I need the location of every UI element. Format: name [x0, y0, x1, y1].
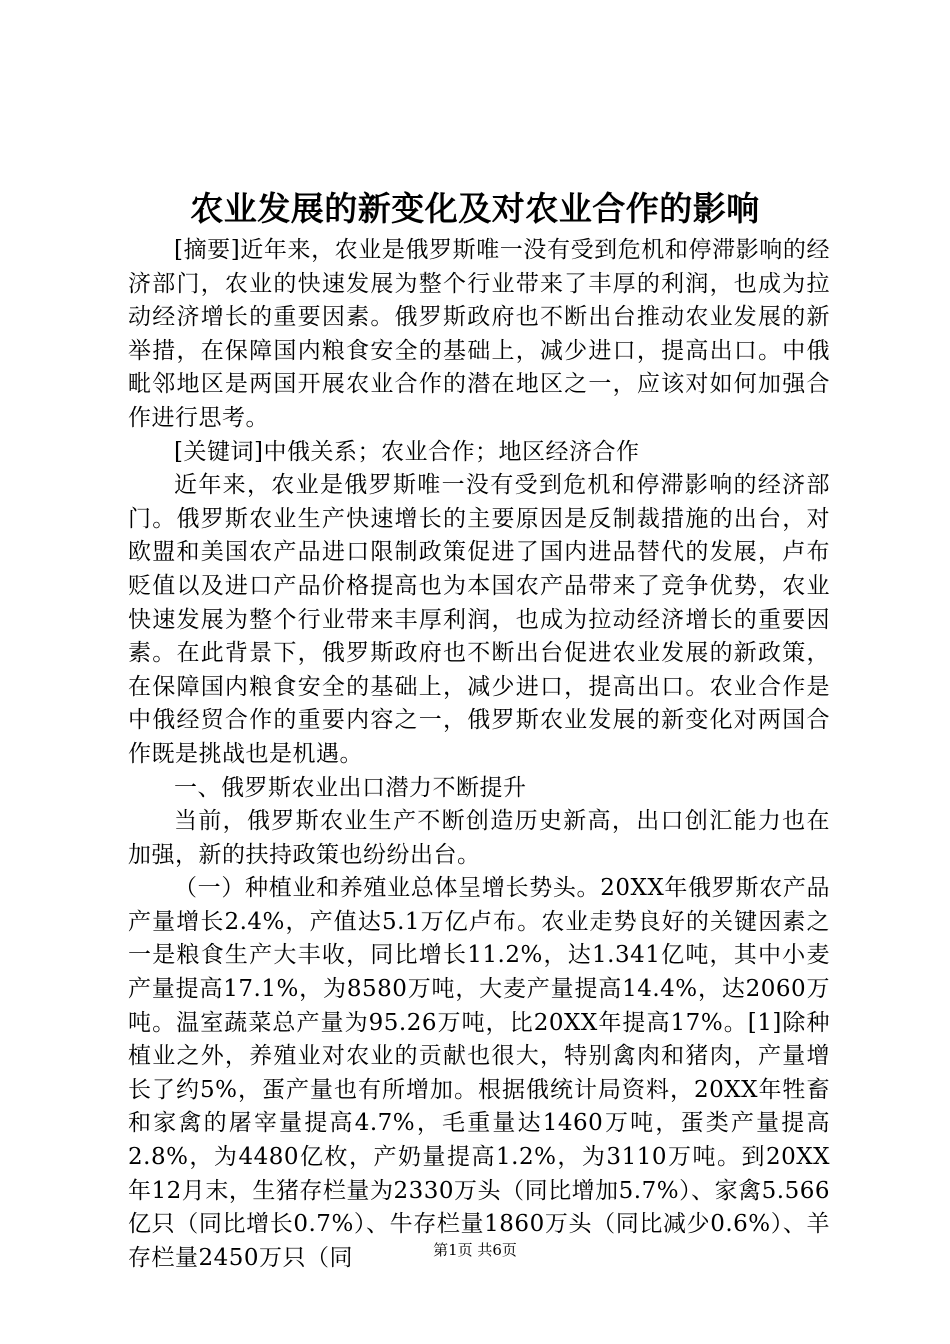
page-footer: 第1页 共6页 [433, 1241, 517, 1259]
document-title: 农业发展的新变化及对农业合作的影响 [190, 189, 760, 228]
body-paragraph: 近年来，农业是俄罗斯唯一没有受到危机和停滞影响的经济部门。俄罗斯农业生产快速增长的主要原因是反制裁措施的出台，对欧盟和美国农产品进口限制政策促进了国内进品替代的发展，卢布贬值以及进口产品价格提高也为本国农产品带来了竞争优势，农业快速发展为整个行业带来丰厚利润，也成为拉动经济增长的重要因素。在此背景下，俄罗斯政府也不断出台促进农业发展的新政策，在保障国内粮食安全的基础上，减少进口，提高出口。农业合作是中俄经贸合作的重要内容之一，俄罗斯农业发展的新变化对两国合作既是挑战也是机遇。 [128, 472, 830, 767]
keywords-paragraph: [关键词]中俄关系；农业合作；地区经济合作 [174, 438, 640, 465]
abstract-paragraph: [摘要]近年来，农业是俄罗斯唯一没有受到危机和停滞影响的经济部门，农业的快速发展为整个行业带来了丰厚的利润，也成为拉动经济增长的重要因素。俄罗斯政府也不断出台推动农业发展的新举措，在保障国内粮食安全的基础上，减少进口，提高出口。中俄毗邻地区是两国开展农业合作的潜在地区之一，应该对如何加强合作进行思考。 [128, 237, 830, 431]
body-paragraph: 当前，俄罗斯农业生产不断创造历史新高，出口创汇能力也在加强，新的扶持政策也纷纷出台。 [128, 808, 830, 868]
document-body [128, 234, 830, 1275]
section-heading: 一、俄罗斯农业出口潜力不断提升 [174, 774, 527, 801]
body-paragraph: （一）种植业和养殖业总体呈增长势头。20XX年俄罗斯农产品产量增长2.4%，产值达5.1万亿卢布。农业走势良好的关键因素之一是粮食生产大丰收，同比增长11.2%，达1.341亿吨，其中小麦产量提高17.1%，为8580万吨，大麦产量提高14.4%，达2060万吨。温室蔬菜总产量为95.26万吨，比20XX年提高17%。[1]除种植业之外，养殖业对农业的贡献也很大，特别禽肉和猪肉，产量增长了约5%，蛋产量也有所增加。根据俄统计局资料，20XX年牲畜和家禽的屠宰量提高4.7%，毛重量达1460万吨，蛋类产量提高2.8%，为4480亿枚，产奶量提高1.2%，为3110万吨。到20XX年12月末，生猪存栏量为2330万头（同比增加5.7%）、家禽5.566亿只（同比增长0.7%）、牛存栏量1860万头（同比减少0.6%）、羊存栏量2450万只（同 [128, 875, 830, 1271]
